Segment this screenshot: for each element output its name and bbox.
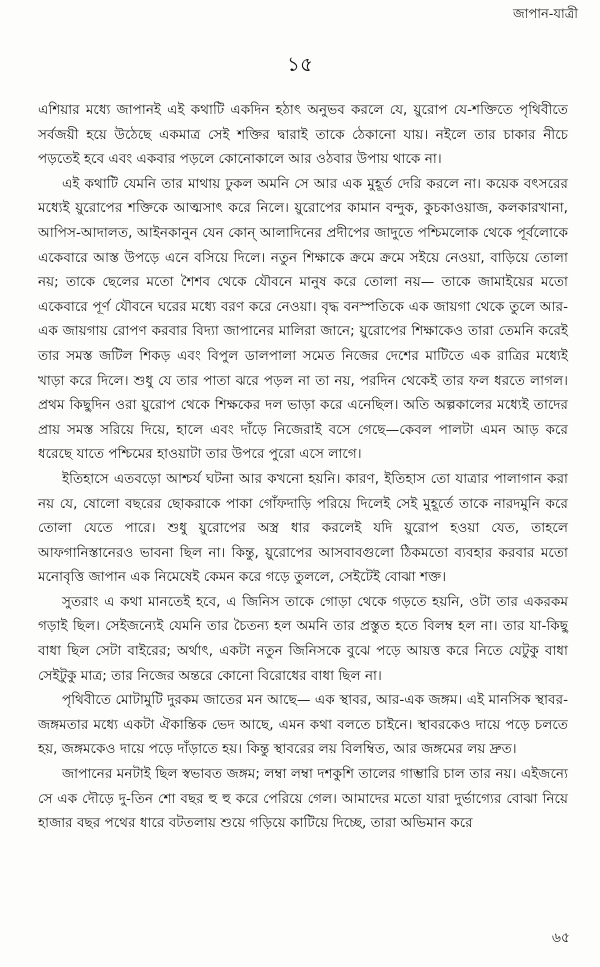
page-number: ৬৫ bbox=[551, 930, 570, 946]
body-text bbox=[38, 98, 568, 836]
paragraph-6: জাপানের মনটাই ছিল স্বভাবত জঙ্গম; লম্বা লম্বা দশকুশি তালের গাম্ভারি চাল তার নয়। এইজন্যে সে এক দৌড়ে দু-তিন শো বছর হু হু করে পেরিয়ে গেল। আমাদের মতো যারা দুর্ভাগ্যের বোঝা নিয়ে হাজার বছর পথের ধারে বটতলায় শুয়ে গড়িয়ে কাটিয়ে দিচ্ছে, তারা অভিমান করে bbox=[38, 766, 568, 832]
paragraph-5: পৃথিবীতে মোটামুটি দুরকম জাতের মন আছে— এক স্থাবর, আর-এক জঙ্গম। এই মানসিক স্থাবর-জঙ্গমতার মধ্যে একটা ঐকান্তিক ভেদ আছে, এমন কথা বলতে চাইনে। স্থাবরকেও দায়ে পড়ে চলতে হয়, জঙ্গমকেও দায়ে পড়ে দাঁড়াতে হয়। কিন্তু স্থাবরের লয় বিলম্বিত, আর জঙ্গমের লয় দ্রুত। bbox=[38, 692, 568, 758]
paragraph-1: এশিয়ার মধ্যে জাপানই এই কথাটি একদিন হঠাৎ অনুভব করলে যে, য়ুরোপ যে-শক্তিতে পৃথিবীতে সর্বজয়ী হয়ে উঠেছে একমাত্র সেই শক্তির দ্বারাই তাকে ঠেকানো যায়। নইলে তার চাকার নীচে পড়তেই হবে এবং একবার পড়লে কোনোকালে আর ওঠবার উপায় থাকে না। bbox=[38, 102, 568, 168]
paragraph-3: ইতিহাসে এতবড়ো আশ্চর্য ঘটনা আর কখনো হয়নি। কারণ, ইতিহাস তো যাত্রার পালাগান করা নয় যে, ষোলো বছরের ছোকরাকে পাকা গোঁফদাড়ি পরিয়ে দিলেই সেই মুহূর্তে তাকে নারদমুনি করে তোলা যেতে পারে। শুধু য়ুরোপের অস্ত্র ধার করলেই যদি য়ুরোপ হওয়া যেত, তাহলে আফগানিস্তানেরও ভাবনা ছিল না। কিন্তু, য়ুরোপের আসবাবগুলো ঠিকমতো ব্যবহার করবার মতো মনোবৃত্তি জাপান এক নিমেষেই কেমন করে গড়ে তুললে, সেইটেই বোঝা শক্ত। bbox=[38, 470, 568, 586]
paragraph-2: এই কথাটি যেমনি তার মাথায় ঢুকল অমনি সে আর এক মুহূর্ত দেরি করলে না। কয়েক বৎসরের মধ্যেই য়ুরোপের শক্তিকে আত্মসাৎ করে নিলে। য়ুরোপের কামান বন্দুক, কুচকাওয়াজ, কলকারখানা, আপিস-আদালত, আইনকানুন যেন কোন্ আলাদিনের প্রদীপের জাদুতে পশ্চিমলোক থেকে পূর্বলোকে একেবারে আস্ত উপড়ে এনে বসিয়ে দিলে। নতুন শিক্ষাকে ক্রমে ক্রমে সইয়ে নেওয়া, বাড়িয়ে তোলা নয়; তাকে ছেলের মতো শৈশব থেকে যৌবনে মানুষ করে তোলা নয়— তাকে জামাইয়ের মতো একেবারে পূর্ণ যৌবনে ঘরের মধ্যে বরণ করে নেওয়া। বৃদ্ধ বনস্পতিকে এক জায়গা থেকে তুলে আর-এক জায়গায় রোপণ করবার বিদ্যা জাপানের মালিরা জানে; য়ুরোপের শিক্ষাকেও তারা তেমনি করেই তার সমস্ত জটিল শিকড় এবং বিপুল ডালপালা সমেত নিজের দেশের মাটিতে এক রাত্রির মধ্যেই খাড়া করে দিলে। শুধু যে তার পাতা ঝরে পড়ল না তা নয়, পরদিন থেকেই তার ফল ধরতে লাগল। প্রথম কিছুদিন ওরা য়ুরোপ থেকে শিক্ষকের দল ভাড়া করে এনেছিল। অতি অল্পকালের মধ্যেই তাদের প্রায় সমস্ত সরিয়ে দিয়ে, হালে এবং দাঁড়ে নিজেরাই বসে গেছে—কেবল পালটা এমন আড় করে ধরেছে যাতে পশ্চিমের হাওয়াটা তার উপরে পুরো এসে লাগে। bbox=[38, 175, 568, 463]
chapter-number: ১৫ bbox=[287, 52, 313, 76]
running-header: জাপান-যাত্রী bbox=[513, 7, 578, 22]
paragraph-4: সুতরাং এ কথা মানতেই হবে, এ জিনিস তাকে গোড়া থেকে গড়তে হয়নি, ওটা তার একরকম গড়াই ছিল। সেইজন্যেই যেমনি তার চৈতন্য হল অমনি তার প্রস্তুত হতে বিলম্ব হল না। তার যা-কিছু বাধা ছিল সেটা বাইরের; অর্থাৎ, একটা নতুন জিনিসকে বুঝে পড়ে আয়ত্ত করে নিতে যেটুকু বাধা সেইটুকু মাত্র; তার নিজের অন্তরে কোনো বিরোধের বাধা ছিল না। bbox=[38, 593, 568, 684]
